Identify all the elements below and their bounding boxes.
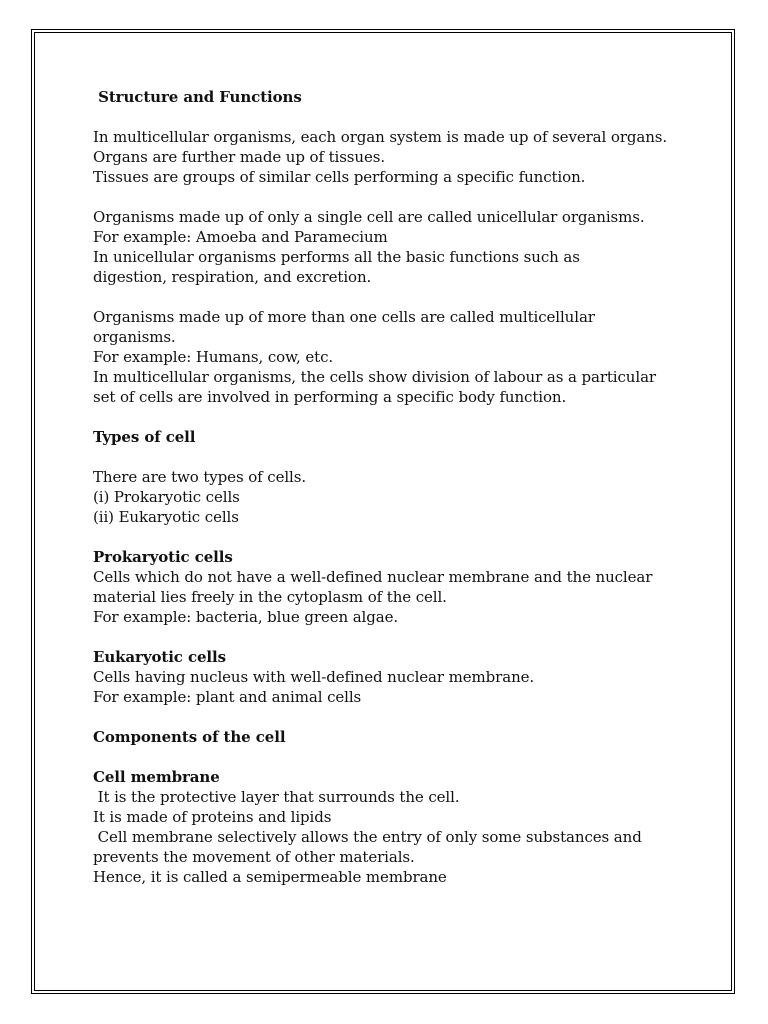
text-line: Cells having nucleus with well-defined nuclear membrane. bbox=[93, 668, 535, 686]
section-block bbox=[93, 467, 693, 527]
text-line: Cells which do not have a well-defined nuclear membrane and the nuclear bbox=[93, 568, 653, 586]
section-block bbox=[93, 307, 693, 407]
section-heading: Types of cell bbox=[93, 428, 196, 446]
paragraph-gap bbox=[93, 107, 693, 127]
text-line: For example: bacteria, blue green algae. bbox=[93, 608, 399, 626]
section-block bbox=[93, 547, 693, 627]
text-line: prevents the movement of other materials. bbox=[93, 848, 415, 866]
paragraph-gap bbox=[93, 747, 693, 767]
text-line: It is the protective layer that surrounds the cell. bbox=[93, 788, 460, 806]
paragraph-gap bbox=[93, 707, 693, 727]
text-line: In multicellular organisms, the cells show division of labour as a particular bbox=[93, 368, 656, 386]
text-line: Tissues are groups of similar cells performing a specific function. bbox=[93, 168, 586, 186]
text-line: For example: Humans, cow, etc. bbox=[93, 348, 334, 366]
section-heading: Prokaryotic cells bbox=[93, 548, 233, 566]
section-heading: Cell membrane bbox=[93, 768, 220, 786]
section-heading: Eukaryotic cells bbox=[93, 648, 226, 666]
section-block bbox=[93, 207, 693, 287]
section-heading: Components of the cell bbox=[93, 728, 286, 746]
text-line: In multicellular organisms, each organ system is made up of several organs. bbox=[93, 128, 668, 146]
text-line: For example: plant and animal cells bbox=[93, 688, 362, 706]
text-line: Organs are further made up of tissues. bbox=[93, 148, 386, 166]
document-title: Structure and Functions bbox=[93, 88, 302, 106]
section-block bbox=[93, 727, 693, 747]
text-line: digestion, respiration, and excretion. bbox=[93, 268, 372, 286]
text-line: Hence, it is called a semipermeable membrane bbox=[93, 868, 447, 886]
text-line: organisms. bbox=[93, 328, 176, 346]
section-block bbox=[93, 647, 693, 707]
document-sections bbox=[93, 107, 693, 887]
text-line: It is made of proteins and lipids bbox=[93, 808, 332, 826]
text-line: There are two types of cells. bbox=[93, 468, 307, 486]
section-block bbox=[93, 127, 693, 187]
text-line: For example: Amoeba and Paramecium bbox=[93, 228, 388, 246]
text-line: (ii) Eukaryotic cells bbox=[93, 508, 239, 526]
paragraph-gap bbox=[93, 627, 693, 647]
section-block bbox=[93, 427, 693, 447]
text-line: (i) Prokaryotic cells bbox=[93, 488, 240, 506]
document-body bbox=[93, 87, 693, 887]
text-line: Cell membrane selectively allows the entry of only some substances and bbox=[93, 828, 642, 846]
paragraph-gap bbox=[93, 447, 693, 467]
text-line: In unicellular organisms performs all the basic functions such as bbox=[93, 248, 580, 266]
text-line: set of cells are involved in performing a specific body function. bbox=[93, 388, 567, 406]
paragraph-gap bbox=[93, 527, 693, 547]
paragraph-gap bbox=[93, 407, 693, 427]
paragraph-gap bbox=[93, 187, 693, 207]
section-block bbox=[93, 767, 693, 887]
text-line: Organisms made up of more than one cells are called multicellular bbox=[93, 308, 595, 326]
text-line: Organisms made up of only a single cell are called unicellular organisms. bbox=[93, 208, 645, 226]
paragraph-gap bbox=[93, 287, 693, 307]
text-line: material lies freely in the cytoplasm of the cell. bbox=[93, 588, 447, 606]
